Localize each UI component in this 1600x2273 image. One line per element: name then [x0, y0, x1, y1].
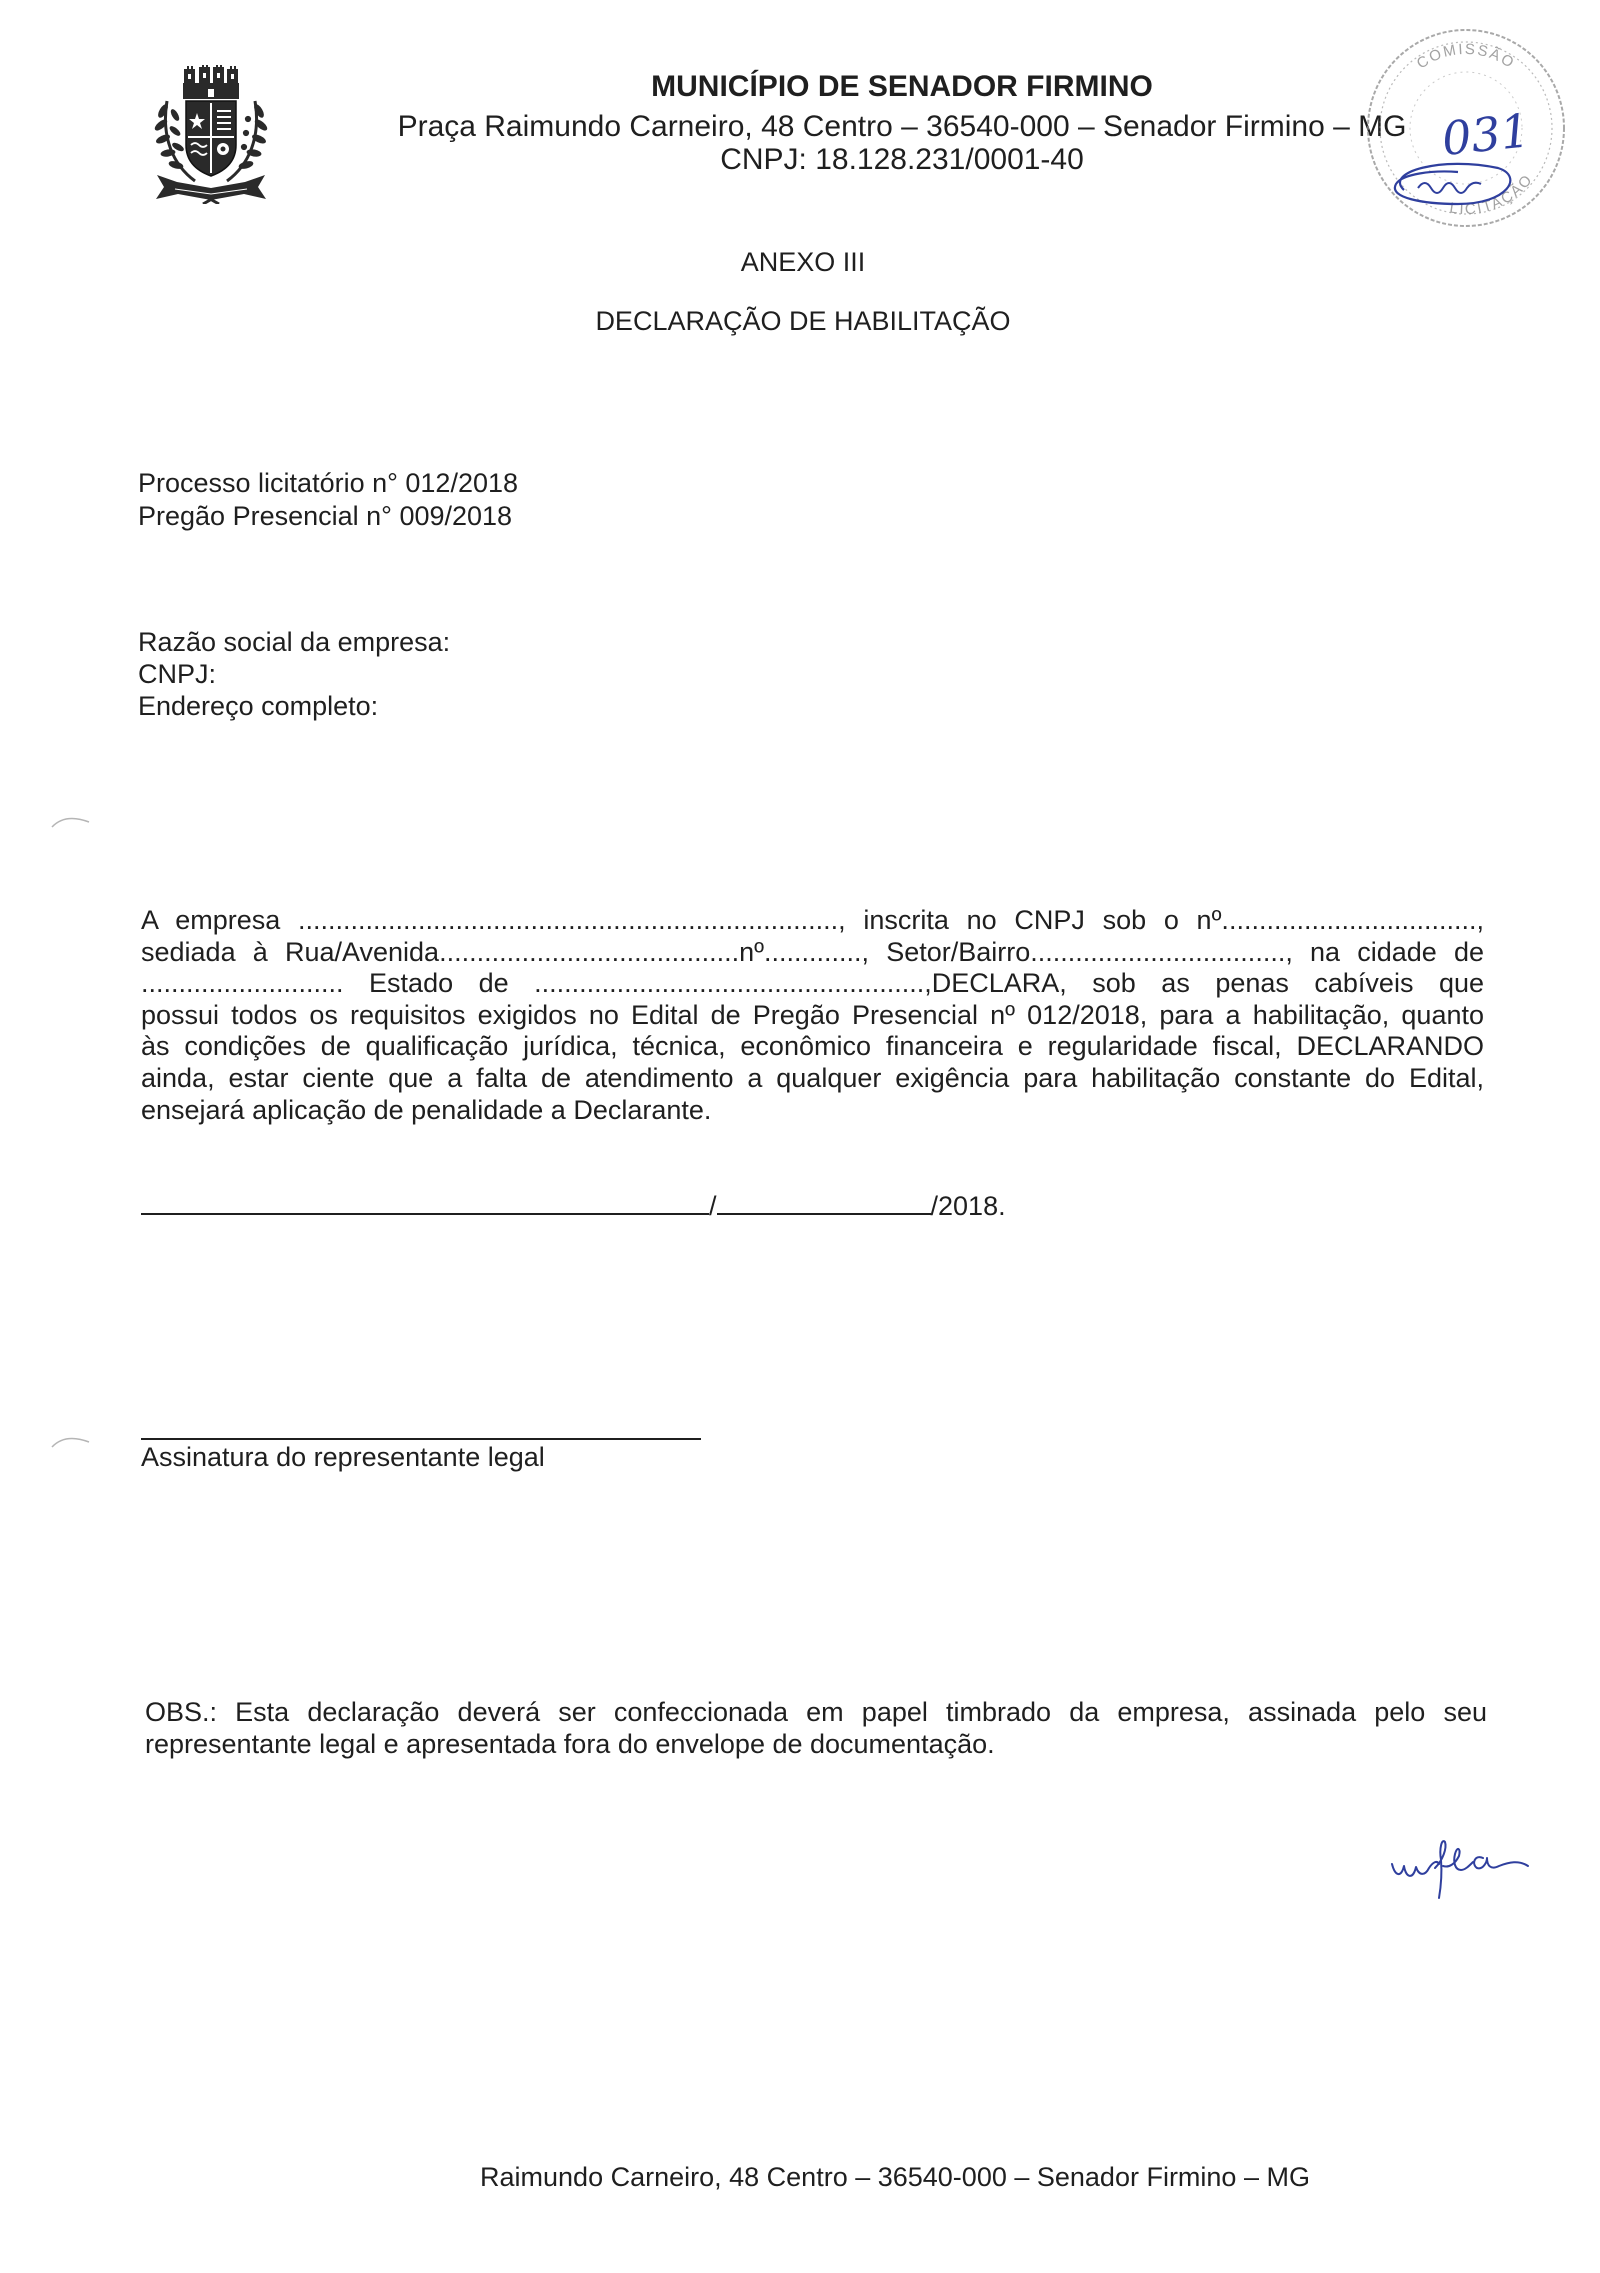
date-separator: /: [709, 1191, 717, 1221]
date-blank-line: [141, 1191, 709, 1215]
declaration-line: às condições de qualificação jurídica, técnica, econômico financeira e regularidade fiscal, DECLARANDO: [141, 1031, 1484, 1062]
stamp-bottom-lettering: LICITAÇÃO: [1448, 170, 1537, 219]
declaration-line: A empresa ........................................................................, inscrita no CNPJ sob o nº..................................,: [141, 905, 1484, 935]
punch-hole-mark: [51, 812, 91, 828]
company-cnpj-field: CNPJ:: [138, 659, 217, 689]
document-title: DECLARAÇÃO DE HABILITAÇÃO: [595, 306, 1011, 336]
note-paragraph: [145, 1696, 1487, 1760]
stamp-signature-stroke: [1418, 183, 1481, 193]
municipality-name: MUNICÍPIO DE SENADOR FIRMINO: [651, 70, 1153, 103]
declaration-line: ainda, estar ciente que a falta de atendimento a qualquer exigência para habilitação constante do Edital,: [141, 1062, 1484, 1093]
company-name-field: Razão social da empresa:: [138, 627, 451, 657]
letterhead-cnpj: CNPJ: 18.128.231/0001-40: [720, 143, 1084, 176]
signature-label: Assinatura do representante legal: [141, 1442, 545, 1472]
declaration-line: ensejará aplicação de penalidade a Declarante.: [141, 1094, 712, 1125]
handwritten-page-number: 031: [1439, 103, 1533, 167]
shield: [186, 101, 236, 176]
coat-of-arms-logo: [153, 65, 269, 204]
note-line: representante legal e apresentada fora do envelope de documentação.: [145, 1729, 995, 1759]
bidding-committee-stamp: [1362, 20, 1567, 235]
stamp-top-lettering: COMISSÃO: [1413, 40, 1519, 73]
footer-address: Raimundo Carneiro, 48 Centro – 36540-000 – Senador Firmino – MG: [480, 2162, 1310, 2192]
punch-hole-mark: [51, 1432, 91, 1448]
motto-ribbon: [156, 175, 266, 204]
mural-crown: [183, 65, 239, 99]
declaration-line: sediada à Rua/Avenida........................................nº............., Setor/Bairro.................................., na cidade de: [141, 936, 1484, 967]
bidding-process-number: Processo licitatório n° 012/2018: [138, 468, 519, 498]
letterhead-address: Praça Raimundo Carneiro, 48 Centro – 36540-000 – Senador Firmino – MG: [397, 110, 1407, 143]
company-address-field: Endereço completo:: [138, 691, 379, 721]
annex-label: ANEXO III: [740, 247, 866, 277]
signature-line: [141, 1438, 701, 1440]
handwritten-initials: [1389, 1838, 1531, 1900]
note-line: OBS.: Esta declaração deverá ser confeccionada em papel timbrado da empresa, assinada pelo seu: [145, 1697, 1487, 1727]
date-line: [141, 1190, 1006, 1222]
date-blank-line: [717, 1191, 931, 1215]
declaration-line: possui todos os requisitos exigidos no Edital de Pregão Presencial nº 012/2018, para a habilitação, quanto: [141, 999, 1484, 1030]
auction-number: Pregão Presencial n° 009/2018: [138, 501, 513, 531]
date-year: /2018.: [930, 1191, 1006, 1221]
declaration-paragraph: [141, 905, 1484, 1126]
svg-text:COMISSÃO: [1414, 41, 1518, 73]
declaration-line: ........................... Estado de ....................................................,DECLARA, sob as penas cabíveis que: [141, 968, 1484, 999]
